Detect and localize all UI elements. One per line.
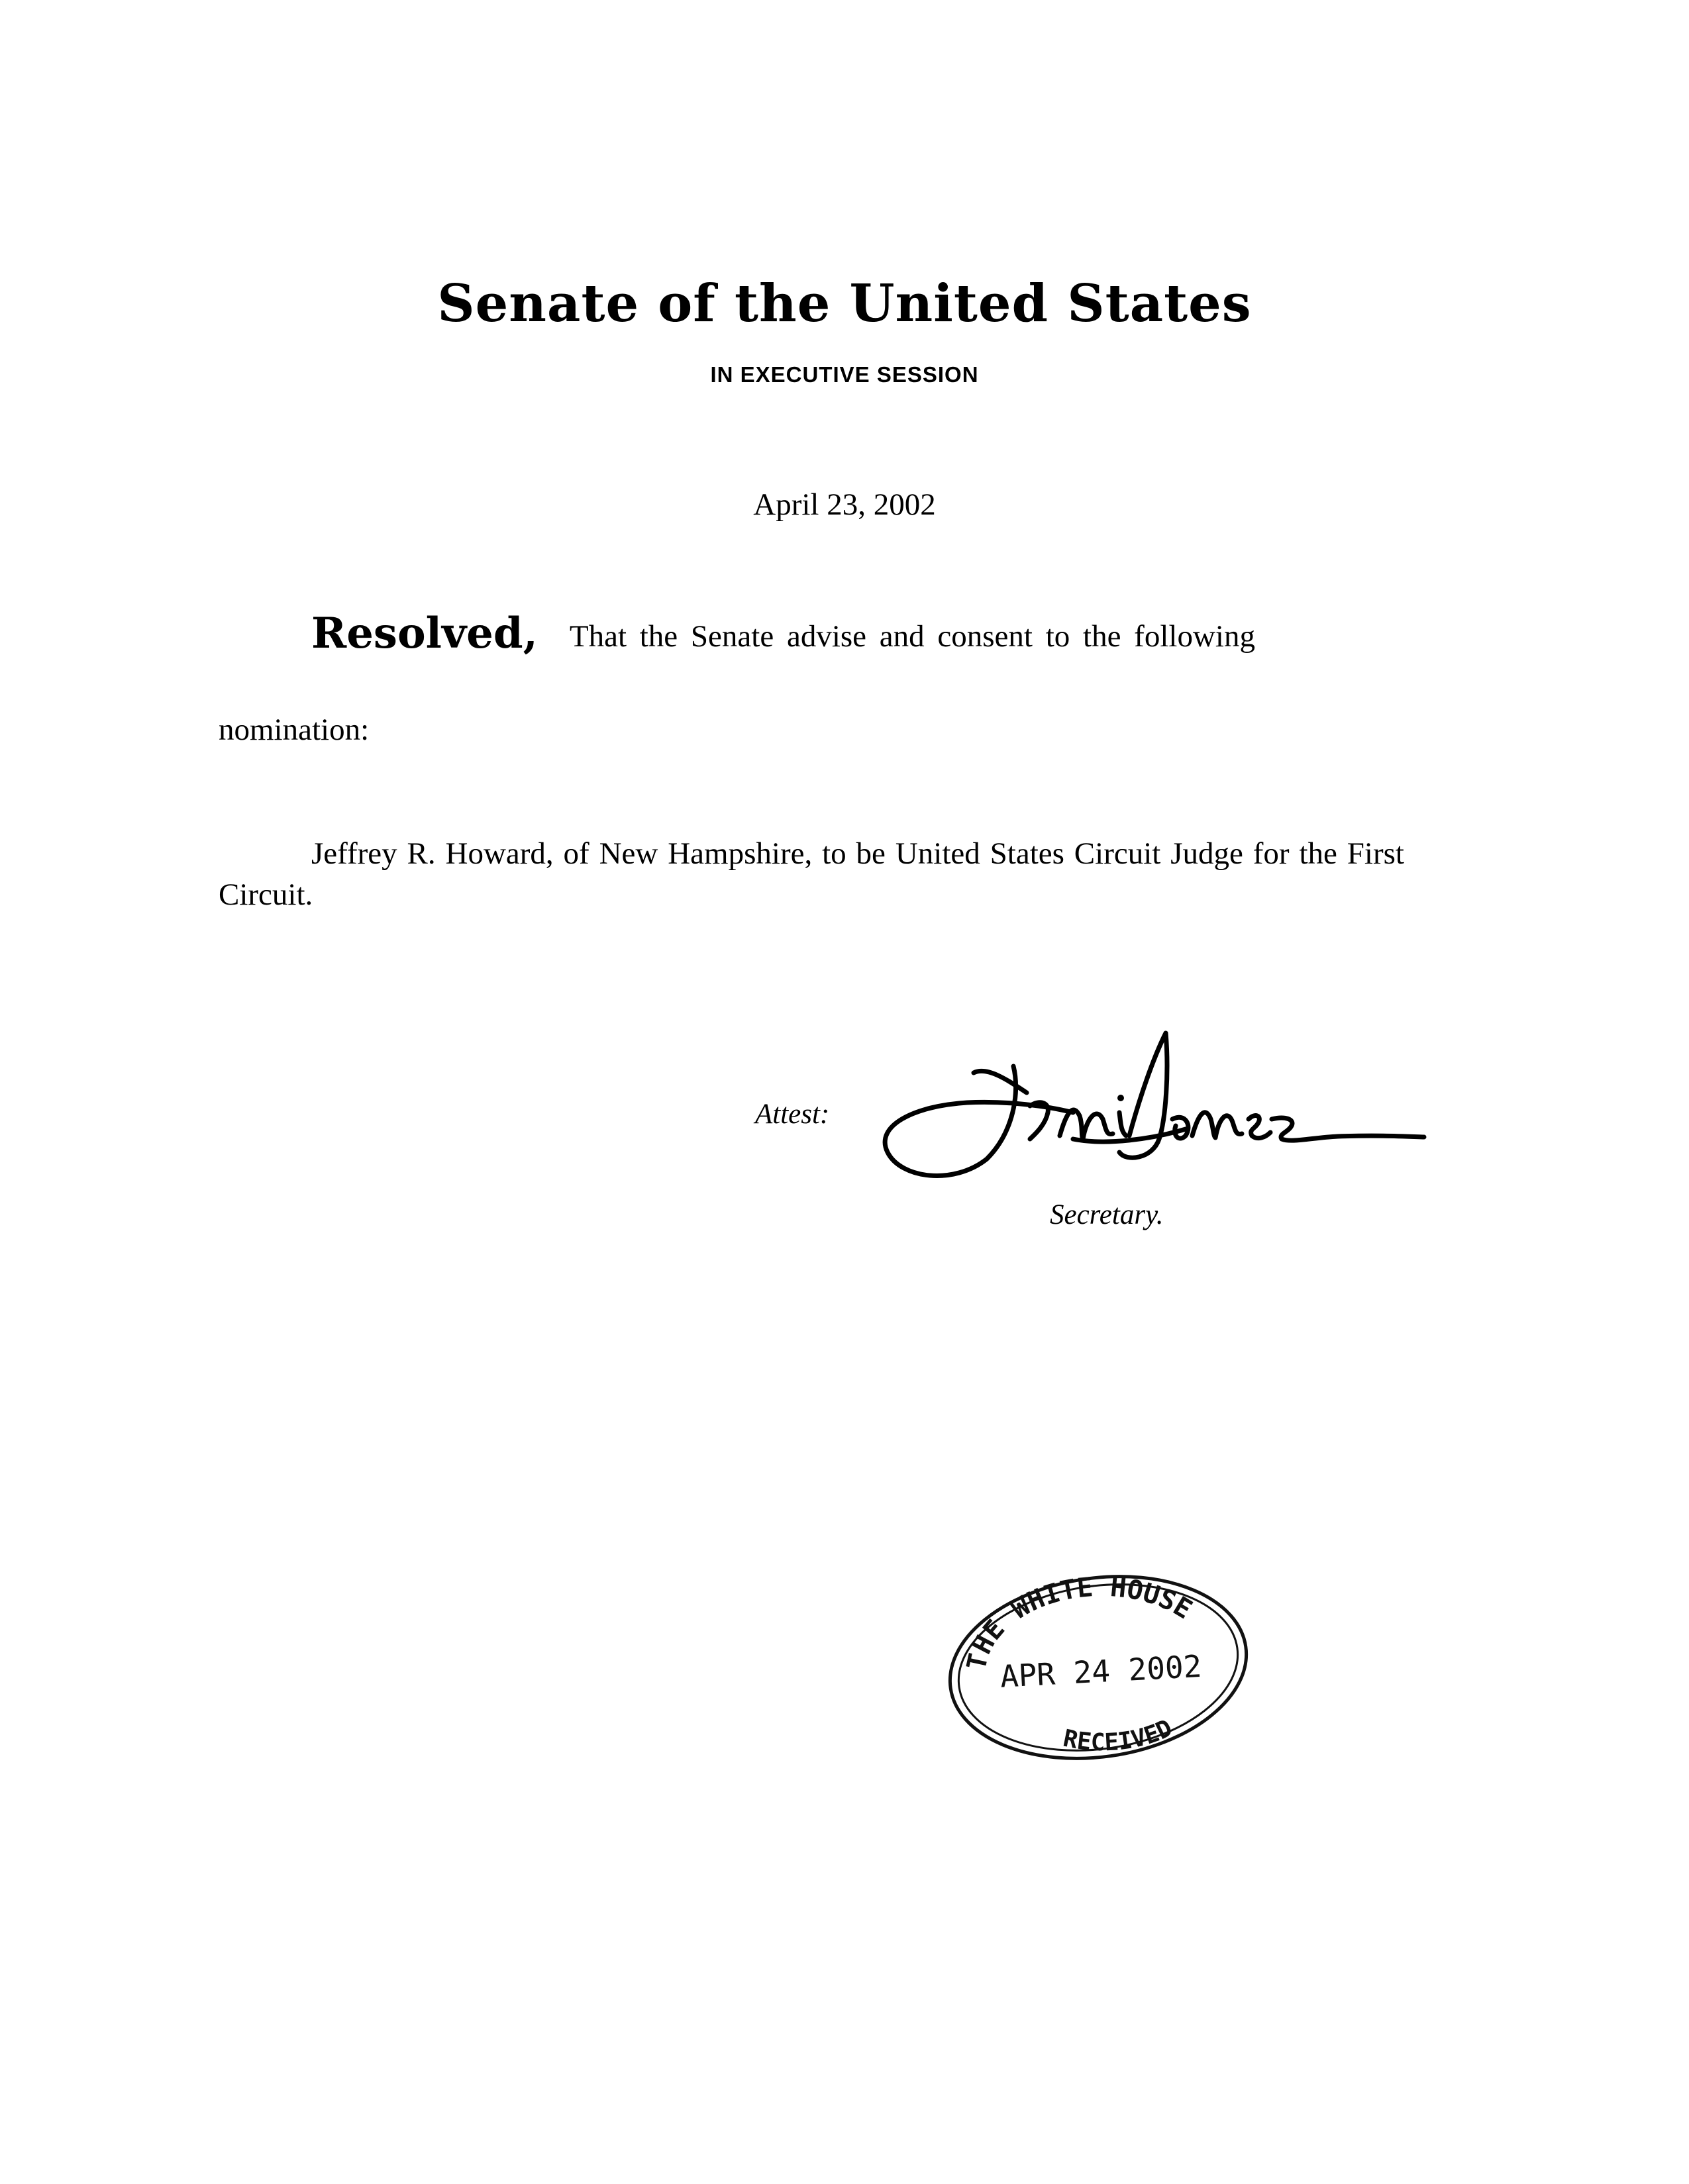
- white-house-received-stamp: [939, 1568, 1257, 1767]
- nominee-paragraph: Jeffrey R. Howard, of New Hampshire, to be United States Circuit Judge for the First Circuit.: [219, 836, 1404, 912]
- resolved-line: [311, 609, 1404, 658]
- document-heading: Senate of the United States: [437, 273, 1252, 334]
- session-subheading: IN EXECUTIVE SESSION: [710, 362, 979, 387]
- handwritten-signature: [874, 1020, 1431, 1192]
- attest-label: Attest:: [755, 1099, 830, 1130]
- resolved-continuation: nomination:: [219, 713, 370, 747]
- resolved-word: Resolved,: [311, 609, 538, 658]
- resolved-text: That the Senate advise and consent to the following: [569, 619, 1255, 654]
- resolution-date: April 23, 2002: [753, 487, 936, 522]
- stamp-top-text: THE WHITE HOUSE: [961, 1571, 1198, 1673]
- stamp-bottom-text: RECEIVED: [1060, 1714, 1177, 1757]
- stamp-date: APR 24 2002: [999, 1648, 1203, 1695]
- signer-title: Secretary.: [1050, 1199, 1164, 1230]
